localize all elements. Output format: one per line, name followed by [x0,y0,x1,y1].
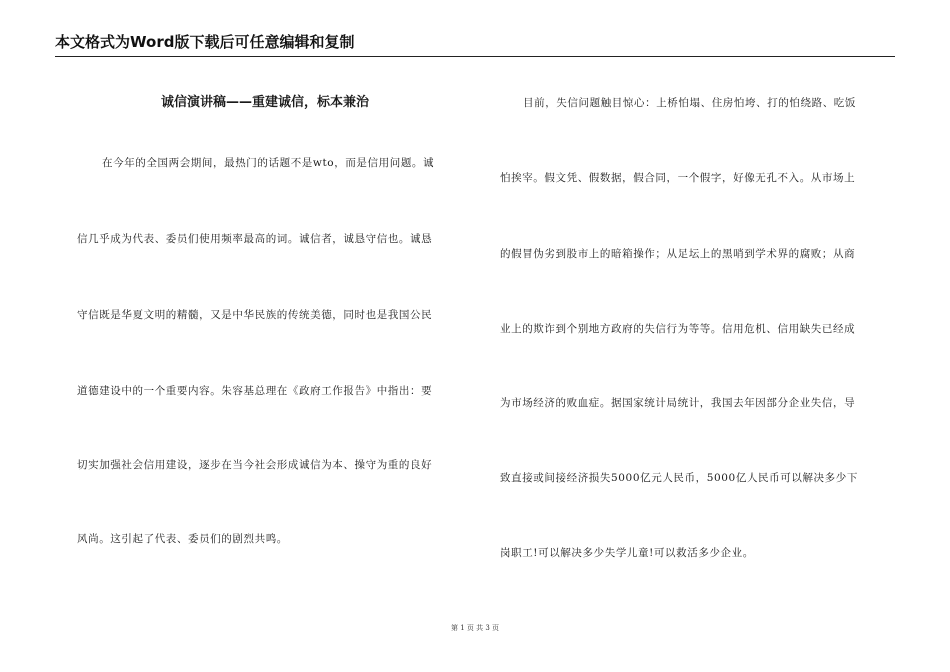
paragraph-line: 的假冒伪劣到股市上的暗箱操作；从足坛上的黑哨到学术界的腐败；从商 [500,248,856,260]
paragraph-line: 信几乎成为代表、委员们使用频率最高的词。诚信者，诚恳守信也。诚恳 [77,233,433,245]
page-number: 第 1 页 共 3 页 [450,624,500,632]
paragraph-line: 守信既是华夏文明的精髓，又是中华民族的传统美德，同时也是我国公民 [77,309,433,321]
paragraph-line: 风尚。这引起了代表、委员们的剧烈共鸣。 [77,533,288,545]
header-divider [55,56,895,57]
document-title: 诚信演讲稿——重建诚信，标本兼治 [160,95,369,110]
paragraph-line: 道德建设中的一个重要内容。朱容基总理在《政府工作报告》中指出：要 [77,385,433,397]
paragraph-line: 业上的欺诈到个别地方政府的失信行为等等。信用危机、信用缺失已经成 [500,323,856,335]
paragraph-line: 切实加强社会信用建设，逐步在当今社会形成诚信为本、操守为重的良好 [77,459,433,471]
document-header: 本文格式为Word版下载后可任意编辑和复制 [55,33,355,51]
paragraph-line: 致直接或间接经济损失5000亿元人民币，5000亿人民币可以解决多少下 [500,472,858,484]
paragraph-line: 在今年的全国两会期间，最热门的话题不是wto，而是信用问题。诚 [102,157,435,169]
paragraph-line: 怕挨宰。假文凭、假数据，假合同，一个假字，好像无孔不入。从市场上 [500,172,856,184]
paragraph-line: 岗职工!可以解决多少失学儿童!可以救活多少企业。 [500,547,754,559]
paragraph-line: 目前，失信问题触目惊心：上桥怕塌、住房怕垮、打的怕绕路、吃饭 [523,97,856,109]
paragraph-line: 为市场经济的败血症。据国家统计局统计，我国去年因部分企业失信，导 [500,397,856,409]
